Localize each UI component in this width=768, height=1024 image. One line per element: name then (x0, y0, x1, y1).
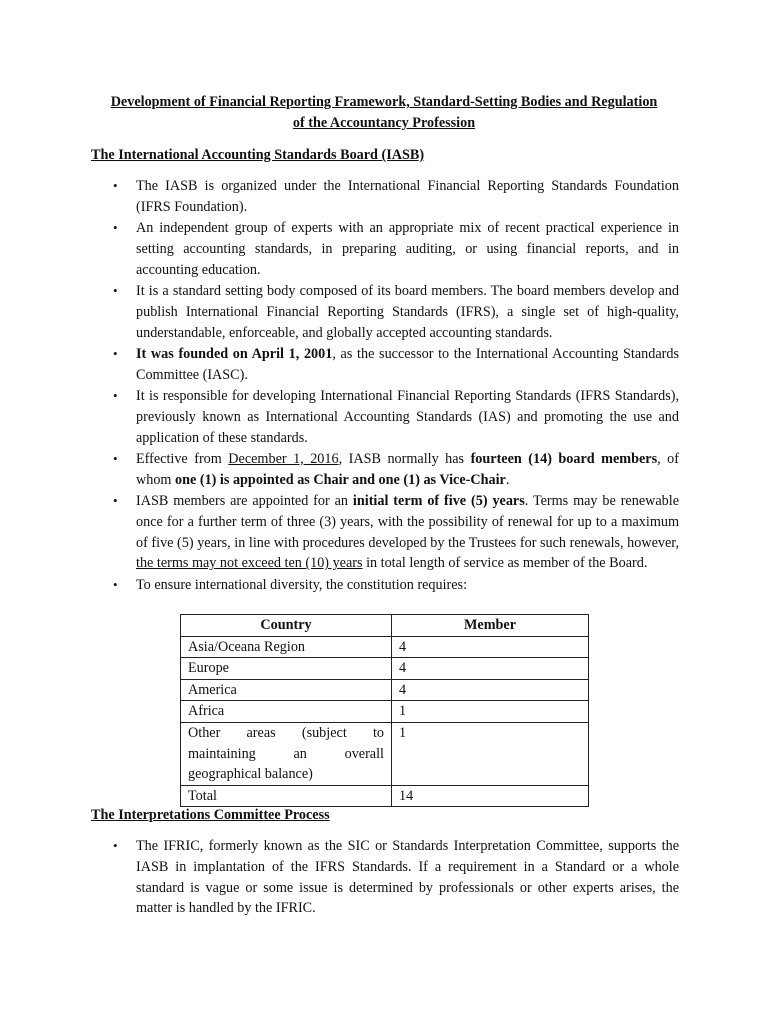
interpretations-bullet-list (91, 836, 679, 920)
bullet-icon: • (113, 387, 118, 403)
bullet-icon: • (113, 282, 118, 298)
list-item (91, 218, 679, 280)
bullet-icon: • (113, 178, 118, 193)
country-cell: Asia/Oceana Region (181, 636, 392, 658)
section-heading-interpretations: The Interpretations Committee Process (91, 807, 330, 823)
member-cell: 4 (392, 636, 589, 658)
country-cell: Europe (181, 658, 392, 680)
member-cell: 14 (392, 785, 589, 807)
country-cell: Africa (181, 701, 392, 723)
section-heading-iasb: The International Accounting Standards Board (IASB) (91, 147, 425, 163)
document-title (80, 92, 688, 134)
initial-term-text: initial term of five (5) years (352, 492, 525, 509)
bullet-text: It is responsible for developing International Financial Reporting Standards (IFRS Standards), previously known as International Accounting Standards (IAS) and promoting the use and application of these standards. (136, 387, 679, 446)
table-row (181, 636, 589, 658)
table-row (181, 658, 589, 680)
bullet-text: , as the successor to the International Accounting Standards Committee (IASC). (136, 345, 679, 383)
bullet-icon: • (113, 492, 118, 508)
founding-date-text: It was founded on April 1, 2001 (136, 345, 333, 362)
list-item (91, 386, 679, 448)
country-cell: America (181, 679, 392, 701)
bullet-icon: • (113, 345, 118, 361)
list-item (91, 836, 679, 919)
list-item (91, 575, 679, 596)
member-cell: 4 (392, 679, 589, 701)
bullet-text: The IASB is organized under the International Financial Reporting Standards Foundation (IFRS Foundation). (136, 178, 679, 215)
bullet-text: IASB members are appointed for an (136, 492, 353, 509)
bullet-text: To ensure international diversity, the constitution requires: (136, 576, 468, 593)
diversity-table (180, 614, 589, 807)
member-cell: 1 (392, 722, 589, 785)
country-cell: Other areas (subject to maintaining an overall geographical balance) (181, 722, 392, 785)
term-limit-text: the terms may not exceed ten (10) years (136, 555, 363, 572)
effective-date-text: December 1, 2016 (228, 450, 339, 467)
bullet-text: . (505, 471, 510, 488)
bullet-text: , of whom (136, 450, 679, 488)
bullet-icon: • (113, 576, 118, 592)
table-row (181, 701, 589, 723)
table-row (181, 722, 589, 785)
column-header-member: Member (392, 615, 589, 637)
table-header-row (181, 615, 589, 637)
bullet-text: , IASB normally has (338, 450, 471, 467)
list-item (91, 491, 679, 574)
bullet-text: . Terms may be renewable once for a further term of three (3) years, with the possibility of renewal for up to a maximum of five (5) years, in line with procedures developed by the Trustees for such renewals, however, (136, 492, 679, 551)
member-cell: 4 (392, 658, 589, 680)
member-cell: 1 (392, 701, 589, 723)
iasb-bullet-list (91, 176, 679, 596)
list-item (91, 449, 679, 491)
board-size-text: fourteen (14) board members (470, 450, 658, 467)
country-cell: Total (181, 785, 392, 807)
bullet-text: Effective from (136, 450, 229, 467)
bullet-text: The IFRIC, formerly known as the SIC or Standards Interpretation Committee, supports the IASB in implantation of the IFRS Standards. If a requirement in a Standard or a whole standard is vague or some issue is determined by professionals or other experts arises, the matter is handled by the IFRIC. (136, 838, 679, 917)
bullet-icon: • (113, 838, 118, 853)
bullet-icon: • (113, 450, 118, 466)
list-item (91, 344, 679, 386)
list-item (91, 176, 679, 218)
bullet-text: in total length of service as member of the Board. (362, 555, 648, 572)
bullet-icon: • (113, 220, 118, 236)
chair-text: one (1) is appointed as Chair and one (1) as Vice-Chair (175, 471, 506, 488)
list-item (91, 281, 679, 343)
column-header-country: Country (181, 615, 392, 637)
table-row (181, 785, 589, 807)
bullet-text: An independent group of experts with an appropriate mix of recent practical experience in setting accounting standards, in preparing auditing, or using financial reports, and in accounting education. (136, 220, 679, 278)
title-line-2: of the Accountancy Profession (292, 115, 476, 131)
bullet-text: It is a standard setting body composed of its board members. The board members develop and publish International Financial Reporting Standards (IFRS), a single set of high-quality, understandable, enforceable, and globally accepted accounting standards. (136, 282, 679, 341)
table-row (181, 679, 589, 701)
title-line-1: Development of Financial Reporting Framework, Standard-Setting Bodies and Regulation (110, 94, 658, 110)
